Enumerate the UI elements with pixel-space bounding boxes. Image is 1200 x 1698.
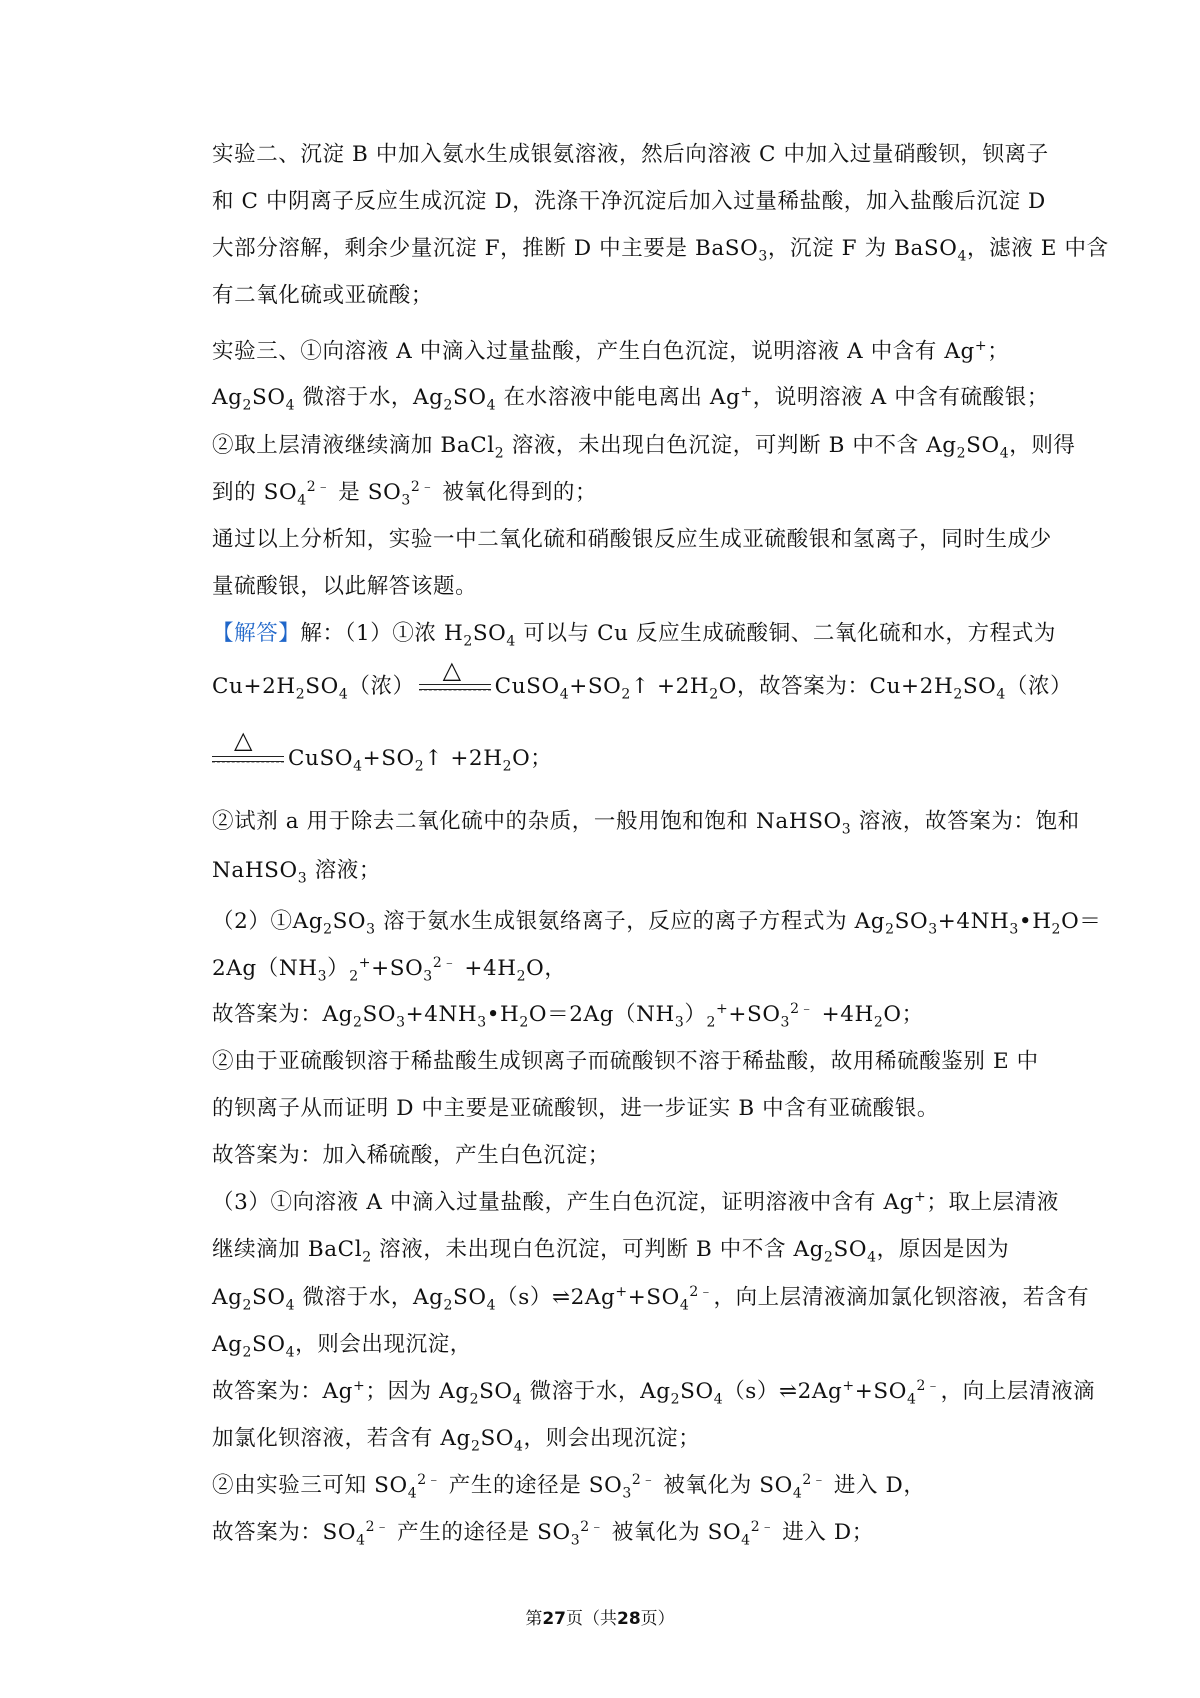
text-line-19: ②由于亚硫酸钡溶于稀盐酸生成钡离子而硫酸钡不溶于稀盐酸，故用稀硫酸鉴别 E 中: [212, 1049, 1039, 1074]
text-line-29: 故答案为：$SO_4^{2﹣}$ 产生的途径是 $SO_3^{2﹣}$ 被氧化为 $SO_4^{2﹣}$ 进入 D；: [212, 1518, 874, 1549]
answer-line-1: 【解答】解：（1）①浓 $H_2SO_4$ 可以与 Cu 反应生成硫酸铜、二氧化硫和水，方程式为: [212, 621, 1056, 650]
text-line-3: 大部分溶解，剩余少量沉淀 F，推断 D 中主要是 BaSO$_3$，沉淀 F 为 BaSO$_4$，滤液 E 中含: [212, 236, 1109, 265]
text-line-18: 故答案为：$Ag_2SO_3+4NH_3•H_2O=2Ag(NH_3)_2^++SO_3^{2﹣} +4H_2O$；: [212, 1000, 924, 1031]
text-line-2: 和 C 中阴离子反应生成沉淀 D，洗涤干净沉淀后加入过量稀盐酸，加入盐酸后沉淀 D: [212, 189, 1046, 214]
text-line-4: 有二氧化硫或亚硫酸；: [212, 283, 434, 308]
text-line-14: ②试剂 a 用于除去二氧化硫中的杂质，一般用饱和饱和 NaHSO$_3$ 溶液，故答案为：饱和: [212, 809, 1080, 838]
text-line-20: 的钡离子从而证明 D 中主要是亚硫酸钡，进一步证实 B 中含有亚硫酸银。: [212, 1096, 939, 1121]
text-line-26: 故答案为：Ag+；因为 $Ag_2SO_4$ 微溶于水，$Ag_2SO_4(s)\rightleftharpoons 2Ag^++SO_4^{2﹣}$，向上层清液滴: [212, 1377, 1096, 1408]
equation-line-1: $Cu+2H_2SO_4$（浓） △ $CuSO_4+SO_2↑ +2H_2O$，故答案为：$Cu+2H_2SO_4$（浓）: [212, 656, 1073, 703]
text-line-23: 继续滴加 BaCl$_2$ 溶液，未出现白色沉淀，可判断 B 中不含 $Ag_2SO_4$，原因是因为: [212, 1237, 1010, 1266]
text-line-6: $Ag_2SO_4$ 微溶于水，$Ag_2SO_4$ 在水溶液中能电离出 Ag+，说明溶液 A 中含有硫酸银；: [212, 383, 1049, 414]
delta-icon: △: [234, 726, 254, 754]
equation-line-2: △ $CuSO_4+SO_2↑ +2H_2O$；: [208, 744, 552, 774]
page-footer: 第27页（共28页）: [525, 1609, 675, 1629]
current-page-number: 27: [542, 1609, 566, 1629]
text-line-24: $Ag_2SO_4$ 微溶于水，$Ag_2SO_4(s)\rightleftharpoons 2Ag^++SO_4^{2﹣}$，向上层清液滴加氯化钡溶液，若含有: [212, 1283, 1090, 1314]
total-page-count: 28: [617, 1609, 641, 1629]
text-line-27: 加氯化钡溶液，若含有 $Ag_2SO_4$，则会出现沉淀；: [212, 1426, 701, 1455]
heating-arrow: [208, 726, 288, 774]
text-line-5: 实验三、①向溶液 A 中滴入过量盐酸，产生白色沉淀，说明溶液 A 中含有 Ag+；: [212, 337, 1010, 364]
text-line-28: ②由实验三可知 $SO_4^{2﹣}$ 产生的途径是 $SO_3^{2﹣}$ 被氧化为 $SO_4^{2﹣}$ 进入 D，: [212, 1471, 926, 1502]
answer-tag: 【解答】: [212, 621, 301, 646]
text-line-16: $(2)①Ag_2SO_3$ 溶于氨水生成银氨络离子，反应的离子方程式为 $Ag_2SO_3+4NH_3•H_2O=$: [212, 909, 1102, 938]
text-line-8: 到的 $SO_4^{2﹣}$ 是 $SO_3^{2﹣}$ 被氧化得到的；: [212, 478, 598, 509]
text-line-9: 通过以上分析知，实验一中二氧化硫和硝酸银反应生成亚硫酸银和氢离子，同时生成少: [212, 527, 1052, 552]
delta-icon: △: [442, 656, 462, 684]
text-line-15: NaHSO$_3$ 溶液；: [212, 858, 382, 887]
text-line-25: $Ag_2SO_4$，则会出现沉淀，: [212, 1332, 472, 1361]
text-line-22: （3）①向溶液 A 中滴入过量盐酸，产生白色沉淀，证明溶液中含有 Ag+；取上层清液: [212, 1188, 1059, 1215]
text-line-21: 故答案为：加入稀硫酸，产生白色沉淀；: [212, 1143, 610, 1168]
heating-arrow: [415, 656, 495, 702]
text-line-10: 量硫酸银，以此解答该题。: [212, 574, 478, 599]
text-line-17: $2Ag(NH_3)_2^++SO_3^{2﹣} +4H_2O$，: [212, 954, 567, 985]
text-line-1: 实验二、沉淀 B 中加入氨水生成银氨溶液，然后向溶液 C 中加入过量硝酸钡，钡离子: [212, 142, 1049, 167]
text-line-7: ②取上层清液继续滴加 BaCl$_2$ 溶液，未出现白色沉淀，可判断 B 中不含 $Ag_2SO_4$，则得: [212, 433, 1076, 462]
